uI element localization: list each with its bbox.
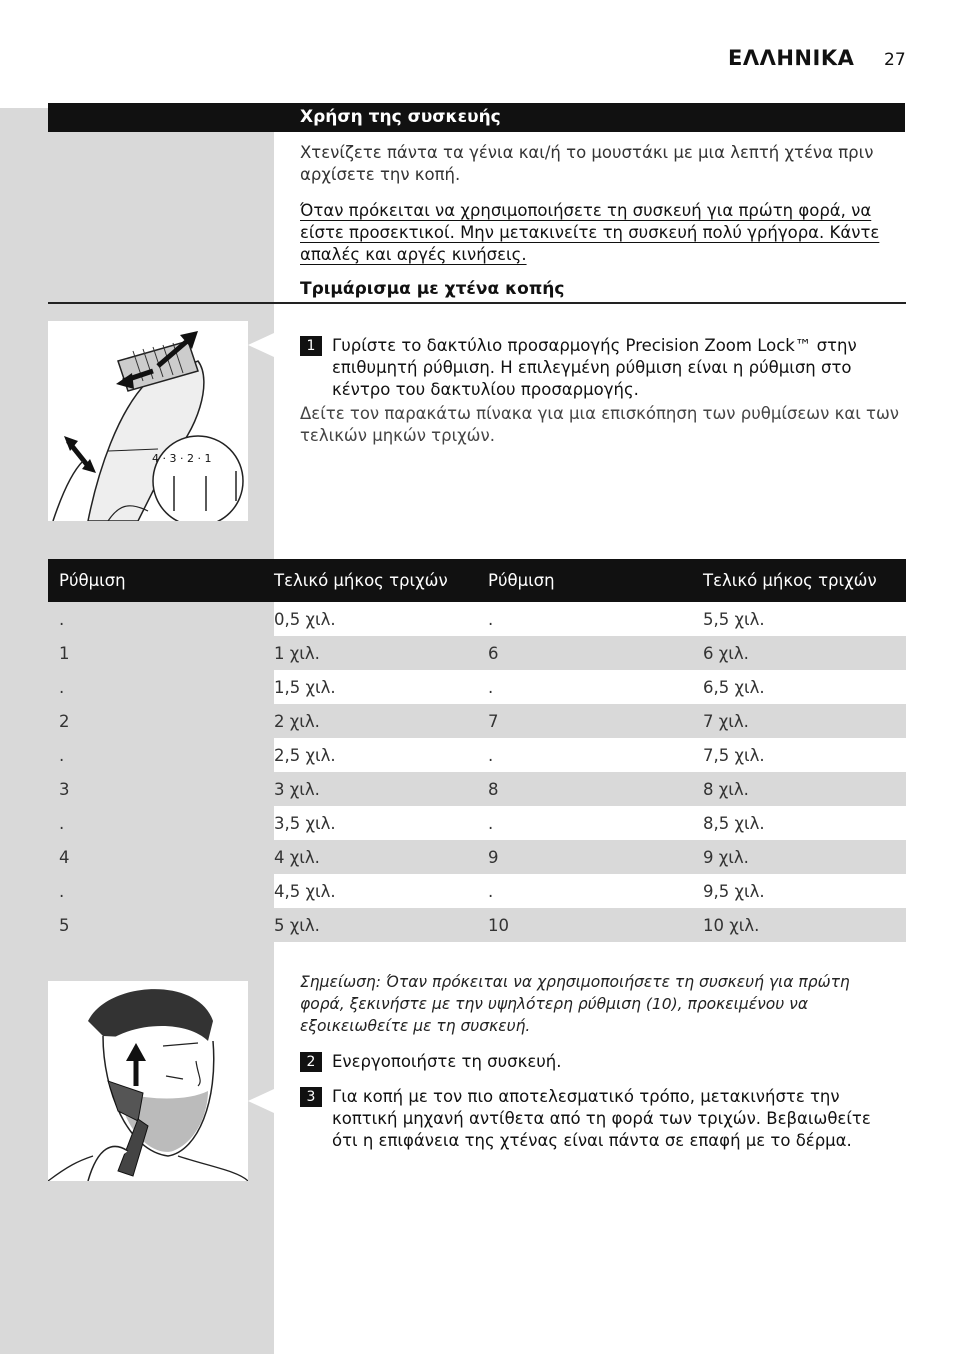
table-cell: .: [488, 609, 494, 629]
caution-paragraph: [300, 200, 910, 266]
table-cell: 0,5 χιλ.: [274, 609, 336, 629]
table-cell: .: [59, 745, 65, 765]
table-cell: .: [59, 813, 65, 833]
table-cell: .: [488, 881, 494, 901]
settings-table: [48, 559, 906, 942]
beard-trim-illustration: [48, 981, 248, 1181]
caution-line-2: είστε προσεκτικοί. Μην μετακινείτε τη συσκευή πολύ γρήγορα. Κάντε: [300, 223, 880, 242]
note-text: Σημείωση: Όταν πρόκειται να χρησιμοποιήσετε τη συσκευή για πρώτη φορά, ξεκινήστε με την υψηλότερη ρύθμιση (10), προκειμένου να εξοικειωθείτε με τη συσκευή.: [300, 973, 850, 1035]
table-cell: .: [488, 677, 494, 697]
step-3-text: Για κοπή με τον πιο αποτελεσματικό τρόπο, μετακινήστε την κοπτική μηχανή αντίθετα από τη φορά των τριχών. Βεβαιωθείτε ότι η επιφάνεια της χτένας είναι πάντα σε επαφή με το δέρμα.: [332, 1087, 871, 1150]
header-setting-1: Ρύθμιση: [48, 559, 263, 602]
table-row: [48, 738, 906, 772]
table-cell: 3: [48, 772, 263, 806]
table-cell: 2 χιλ.: [263, 704, 477, 738]
step-1: [300, 335, 890, 401]
page-number: 27: [884, 50, 906, 70]
table-cell: 1: [48, 636, 263, 670]
table-cell: 4 χιλ.: [263, 840, 477, 874]
table-cell: 2,5 χιλ.: [274, 745, 336, 765]
step-2: [300, 1051, 890, 1073]
table-cell: 6 χιλ.: [692, 636, 906, 670]
trimmer-drawing: [48, 321, 248, 521]
table-cell: 5: [48, 908, 263, 942]
table-row: [48, 908, 906, 942]
table-cell: 10 χιλ.: [692, 908, 906, 942]
table-cell: 8,5 χιλ.: [703, 813, 765, 833]
section-divider: [48, 302, 906, 304]
header-setting-2: Ρύθμιση: [477, 559, 692, 602]
step-3: [300, 1086, 890, 1152]
table-cell: 7: [477, 704, 692, 738]
table-cell: .: [488, 745, 494, 765]
step-3-number: 3: [300, 1087, 322, 1107]
table-cell: 1 χιλ.: [263, 636, 477, 670]
table-cell: .: [59, 677, 65, 697]
subsection-title: Τριμάρισμα με χτένα κοπής: [300, 279, 565, 299]
dial-label: 4 · 3 · 2 · 1: [152, 452, 212, 465]
table-row: [48, 636, 906, 670]
step-2-number: 2: [300, 1052, 322, 1072]
table-cell: 3 χιλ.: [263, 772, 477, 806]
table-cell: 8: [477, 772, 692, 806]
table-cell: 5,5 χιλ.: [703, 609, 765, 629]
table-cell: .: [59, 609, 65, 629]
table-cell: 9,5 χιλ.: [703, 881, 765, 901]
table-row: [48, 704, 906, 738]
table-row: [48, 772, 906, 806]
intro-paragraph: Χτενίζετε πάντα τα γένια και/ή το μουστάκι με μια λεπτή χτένα πριν αρχίσετε την κοπή.: [300, 143, 874, 184]
table-row: [48, 840, 906, 874]
table-cell: 1,5 χιλ.: [274, 677, 336, 697]
table-cell: 9 χιλ.: [692, 840, 906, 874]
table-cell: 6,5 χιλ.: [703, 677, 765, 697]
table-row: [48, 806, 906, 840]
table-row: [48, 602, 906, 636]
step-1-text: Γυρίστε το δακτύλιο προσαρμογής Precision Zoom Lock™ στην επιθυμητή ρύθμιση. Η επιλεγμένη ρύθμιση είναι η ρύθμιση στο κέντρο του δακτυλίου προσαρμογής.: [332, 336, 857, 399]
table-header-row: [48, 559, 906, 602]
beard-trim-drawing: [48, 981, 248, 1181]
table-cell: 4: [48, 840, 263, 874]
table-cell: 8 χιλ.: [692, 772, 906, 806]
table-cell: 3,5 χιλ.: [274, 813, 336, 833]
table-row: [48, 670, 906, 704]
table-cell: 6: [477, 636, 692, 670]
step-1-number: 1: [300, 336, 322, 356]
header-length-2: Τελικό μήκος τριχών: [692, 559, 906, 602]
header-length-1: Τελικό μήκος τριχών: [263, 559, 477, 602]
table-reference-text: Δείτε τον παρακάτω πίνακα για μια επισκόπηση των ρυθμίσεων και των τελικών μηκών τριχών.: [300, 404, 899, 445]
table-cell: 4,5 χιλ.: [274, 881, 336, 901]
table-cell: 7 χιλ.: [692, 704, 906, 738]
header-language: ΕΛΛΗΝΙΚΑ: [728, 46, 855, 70]
table-cell: 5 χιλ.: [263, 908, 477, 942]
trimmer-illustration: [48, 321, 248, 521]
table-cell: 10: [477, 908, 692, 942]
caution-line-3: απαλές και αργές κινήσεις.: [300, 245, 527, 264]
table-row: [48, 874, 906, 908]
table-cell: 9: [477, 840, 692, 874]
table-cell: .: [59, 881, 65, 901]
caution-line-1: Όταν πρόκειται να χρησιμοποιήσετε τη συσκευή για πρώτη φορά, να: [300, 201, 872, 220]
table-cell: 2: [48, 704, 263, 738]
table-cell: .: [488, 813, 494, 833]
step-2-text: Ενεργοποιήστε τη συσκευή.: [332, 1052, 562, 1071]
table-cell: 7,5 χιλ.: [703, 745, 765, 765]
illustration-pointer: [248, 333, 274, 357]
section-title: Χρήση της συσκευής: [300, 107, 501, 127]
illustration-pointer: [248, 1089, 274, 1113]
